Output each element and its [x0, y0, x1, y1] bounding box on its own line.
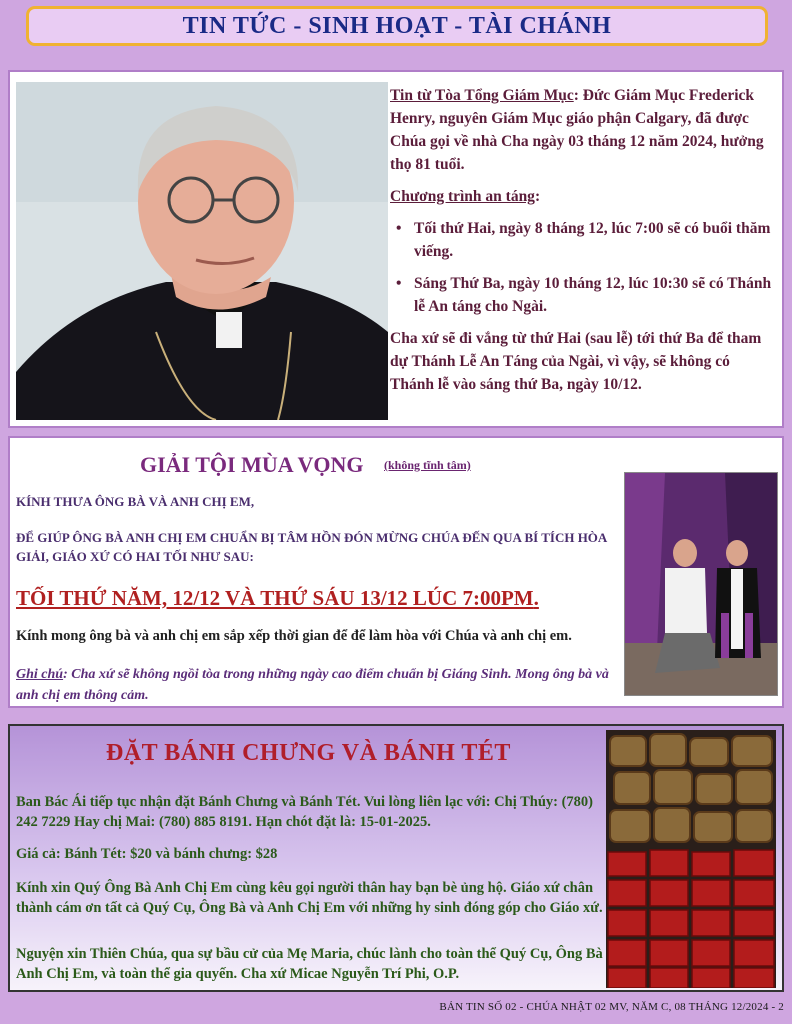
confession-times-text: TỐI THỨ NĂM, 12/12 VÀ THỨ SÁU 13/12 LÚC 7:00PM [16, 586, 534, 610]
program-item-2: Sáng Thứ Ba, ngày 10 tháng 12, lúc 10:30 sẽ có Thánh lễ An táng cho Ngài. [414, 275, 772, 315]
confession-greeting: KÍNH THƯA ÔNG BÀ VÀ ANH CHỊ EM, [16, 494, 255, 509]
note-text: : Cha xứ sẽ không ngồi tòa trong những ngày cao điểm chuẩn bị Giáng Sinh. Mong ông bà và anh chị em thông cảm. [16, 667, 609, 703]
list-item [390, 217, 776, 263]
confession-prep: ĐỂ GIÚP ÔNG BÀ ANH CHỊ EM CHUẨN BỊ TÂM HỒN ĐÓN MỪNG CHÚA ĐẾN QUA BÍ TÍCH HÒA GIẢI, GIÁO XỨ CÓ HAI TỐI NHƯ SAU: [16, 530, 607, 564]
confession-subtitle: (không tĩnh tâm) [384, 458, 471, 472]
confession-times [16, 586, 539, 611]
cake-price: Giá cả: Bánh Tét: $20 và bánh chưng: $28 [16, 846, 278, 862]
cake-order-panel [8, 724, 784, 992]
title-banner [26, 6, 768, 46]
footer-text: BẢN TIN SỐ 02 - CHÚA NHẬT 02 MV, NĂM C, 08 THÁNG 12/2024 - 2 [439, 1001, 784, 1013]
confession-title: GIẢI TỘI MÙA VỌNG [140, 452, 364, 477]
news-closing: Cha xứ sẽ đi vắng từ thứ Hai (sau lễ) tới thứ Ba để tham dự Thánh Lễ An Táng của Ngài, vì vậy, sẽ không có Thánh lễ vào sáng thứ Ba, ngày 10/12. [390, 330, 762, 393]
bullet-icon: • [396, 220, 402, 237]
news-panel [8, 70, 784, 428]
news-intro [390, 84, 776, 176]
bishop-photo [16, 82, 388, 420]
cake-title: ĐẶT BÁNH CHƯNG VÀ BÁNH TÉT [106, 740, 511, 766]
bullet-icon: • [396, 275, 402, 292]
confession-photo [624, 472, 778, 696]
confession-invite: Kính mong ông bà và anh chị em sắp xếp thời gian để để làm hòa với Chúa và anh chị em. [16, 628, 572, 644]
confession-times-end: . [533, 586, 539, 610]
cake-blessing: Nguyện xin Thiên Chúa, qua sự bầu cử của Mẹ Maria, chúc lành cho toàn thể Quý Cụ, Ông Bà Anh Chị Em, và toàn thể gia quyến. Cha xứ Micae Nguyễn Trí Phi, O.P. [16, 946, 603, 982]
program-list [390, 217, 776, 318]
news-intro-label: Tin từ Tòa Tổng Giám Mục [390, 87, 574, 104]
page-title: TIN TỨC - SINH HOẠT - TÀI CHÁNH [182, 12, 612, 39]
news-intro-text: : Đức Giám Mục Frederick Henry, nguyên Giám Mục giáo phận Calgary, đã được Chúa gọi về nhà Cha ngày 03 tháng 12 năm 2024, hưởng thọ 81 tuổi. [390, 87, 764, 173]
confession-panel [8, 436, 784, 708]
cake-appeal: Kính xin Quý Ông Bà Anh Chị Em cùng kêu gọi người thân hay bạn bè ủng hộ. Giáo xứ chân thành cám ơn tất cả Quý Cụ, Ông Bà và Anh Chị Em với những hy sinh đóng góp cho Giáo xứ. [16, 880, 603, 916]
program-colon: : [534, 188, 541, 205]
note-label: Ghi chú [16, 667, 64, 682]
confession-note [16, 664, 626, 706]
program-label: Chương trình an táng [390, 188, 535, 205]
cake-order-info: Ban Bác Ái tiếp tục nhận đặt Bánh Chưng và Bánh Tét. Vui lòng liên lạc với: Chị Thúy: (780) 242 7229 Hay chị Mai: (780) 885 8191. Hạn chót đặt là: 15-01-2025. [16, 794, 593, 830]
news-text-block [390, 84, 776, 405]
cake-photo [606, 730, 776, 988]
list-item [390, 272, 776, 318]
program-item-1: Tối thứ Hai, ngày 8 tháng 12, lúc 7:00 sẽ có buổi thăm viếng. [414, 220, 771, 260]
program-heading [390, 185, 776, 208]
